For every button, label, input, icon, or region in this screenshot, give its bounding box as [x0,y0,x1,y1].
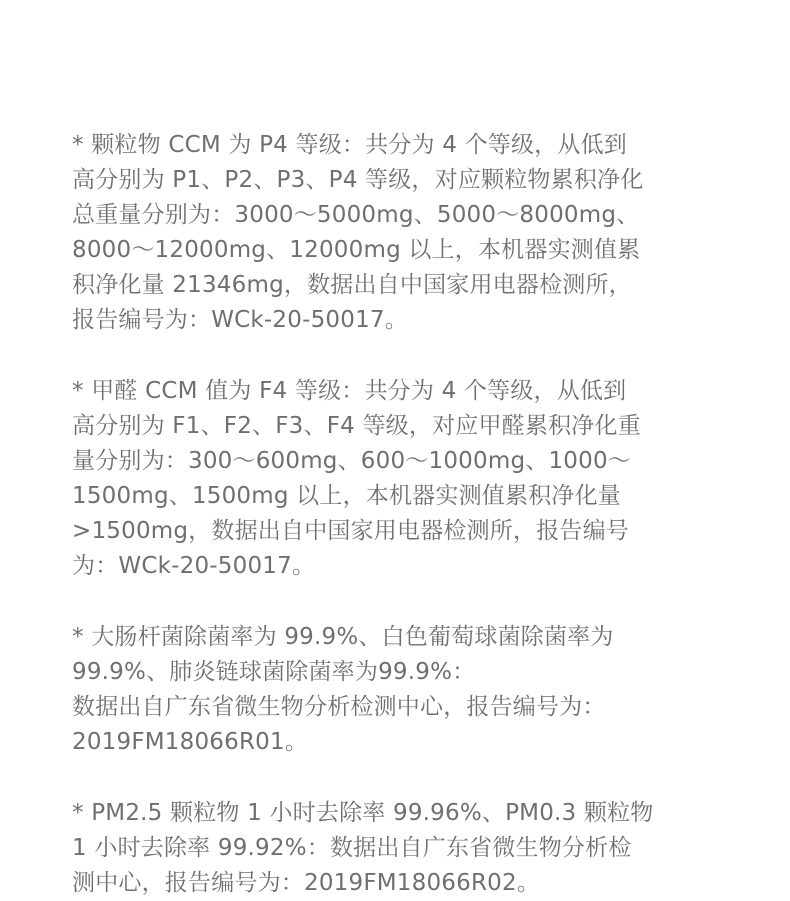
text-line: 为：WCk-20-50017。 [72,553,316,579]
text-line: 8000～12000mg、12000mg 以上，本机器实测值累 [72,237,641,263]
text-line: 99.9%、肺炎链球菌除菌率为99.9%： [72,659,476,685]
text-line: 1 小时去除率 99.92%：数据出自广东省微生物分析检 [72,835,632,861]
text-line: 2019FM18066R01。 [72,729,309,755]
text-line: 高分别为 F1、F2、F3、F4 等级，对应甲醛累积净化重 [72,413,641,439]
text-line: * PM2.5 颗粒物 1 小时去除率 99.96%、PM0.3 颗粒物 [72,800,654,826]
text-line: 测中心，报告编号为：2019FM18066R02。 [72,870,541,896]
text-line: 数据出自广东省微生物分析检测中心，报告编号为： [72,694,606,720]
text-line: 量分别为：300～600mg、600～1000mg、1000～ [72,448,631,474]
footnote-pm-removal [72,796,732,901]
text-line: 积净化量 21346mg，数据出自中国家用电器检测所， [72,272,632,298]
text-line: * 颗粒物 CCM 为 P4 等级：共分为 4 个等级，从低到 [72,132,627,158]
footnote-particulate-ccm [72,128,732,338]
footnotes-section [72,128,732,901]
text-line: * 甲醛 CCM 值为 F4 等级：共分为 4 个等级，从低到 [72,378,627,404]
text-line: 总重量分别为：3000～5000mg、5000～8000mg、 [72,202,640,228]
footnote-bacteria-removal [72,620,732,760]
footnote-formaldehyde-ccm [72,374,732,584]
text-line: 报告编号为：WCk-20-50017。 [72,307,408,333]
text-line: 高分别为 P1、P2、P3、P4 等级，对应颗粒物累积净化 [72,167,644,193]
text-line: >1500mg，数据出自中国家用电器检测所，报告编号 [72,518,630,544]
text-line: 1500mg、1500mg 以上，本机器实测值累积净化量 [72,483,621,509]
text-line: * 大肠杆菌除菌率为 99.9%、白色葡萄球菌除菌率为 [72,624,614,650]
